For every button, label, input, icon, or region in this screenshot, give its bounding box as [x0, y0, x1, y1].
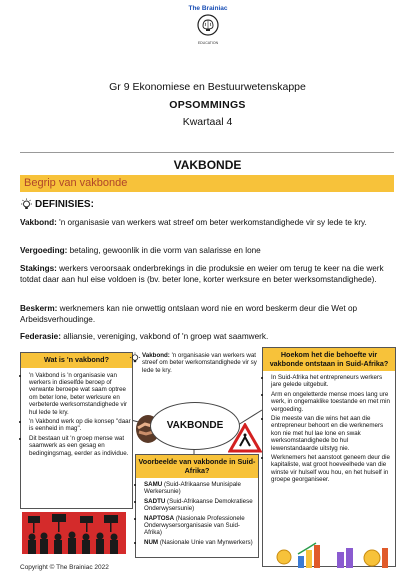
bullet-list: [263, 371, 395, 484]
list-item: • 'n Vakbond is 'n organisasie van werkers in dieselfde beroep of verwante beroepe wat saam optree om beter lone, beter werksure en verbeterde werksomstandighede vir hul lede te kry.: [29, 372, 132, 416]
central-topic: VAKBONDE: [150, 402, 240, 450]
growth-chart-icon: [272, 540, 394, 570]
definition-text: alliansie, vereniging, vakbond of 'n groep wat saamwerk.: [60, 332, 269, 341]
definition-term: Federasie:: [20, 332, 61, 341]
definition-term: Beskerm:: [20, 304, 58, 313]
union-abbr: SADTU: [144, 497, 166, 505]
lightbulb-icon: [129, 352, 141, 364]
box-heading: Wat is 'n vakbond?: [21, 353, 132, 368]
section-title: VAKBONDE: [173, 158, 242, 172]
box-heading: Voorbeelde van vakbonde in Suid-Afrika?: [136, 455, 258, 478]
list-item: • Arm en ongeletterde mense moes lang ure werk, in ongemaklike toestande en met min vergoeding.: [271, 391, 392, 413]
list-item: • 'n Vakbond werk op die konsep "daar is eenheid in mag".: [29, 418, 132, 433]
definition-term: Stakings:: [20, 264, 57, 273]
list-item: • In Suid-Afrika het entrepreneurs werkers jare gelede uitgebuit.: [271, 374, 392, 389]
list-item: [144, 498, 256, 513]
protest-crowd-icon: [22, 512, 126, 554]
union-abbr: NAPTOSA: [144, 514, 175, 522]
union-name: (Suid-Afrikaanse Munisipale Werkersunie): [144, 481, 241, 496]
definition-text: 'n organisasie van werkers wat streef om beter werkomstandighede vir sy lede te kry.: [142, 352, 257, 374]
union-abbr: SAMU: [144, 481, 163, 488]
union-examples-box: [135, 454, 259, 558]
union-name: (Suid-Afrikaanse Demokratiese Onderwysersunie): [144, 497, 253, 513]
warning-sign-icon: [228, 423, 262, 453]
definition-term: Vergoeding:: [20, 246, 68, 255]
union-abbr: NUM: [144, 538, 159, 546]
list-item: • Die meeste van die wins het aan die entrepreneur behoort en die werknemers kon nie met hul lae lone en swak werksomstandighede bo hul lewenstandaarde uitstyg nie.: [271, 415, 392, 452]
what-is-union-box: [20, 352, 133, 509]
definition-text: werkers veroorsaak onderbrekings in die produksie en weier om terug te keer na die werk totdat daar aan hul eise voldoen is (bv. beter lone, korter werksure en beter werksomstandighede).: [20, 264, 384, 284]
section-band-label: Begrip van vakbonde: [24, 177, 128, 189]
list-item: • Werknemers het aanstoot geneem deur die kapitaliste, wat groot hoeveelhede van die winste vir hulself wou hou, en het hulself in groepe georganiseer.: [271, 454, 392, 484]
definitions-heading-text: DEFINISIES:: [35, 199, 94, 211]
union-name: (Nasionale Unie van Mynwerkers): [158, 538, 253, 546]
definition-term: Vakbond:: [20, 218, 57, 227]
list-item: • Dit bestaan uit 'n groep mense wat saamwerk as een gesag en bedingingsmag, eerder as individue.: [29, 435, 132, 457]
brand-tagline: EDUCATION: [197, 41, 219, 45]
copyright-notice: Copyright © The Brainiac 2022: [20, 564, 109, 571]
document-title: Gr 9 Ekonomiese en Bestuurwetenskappe: [109, 81, 306, 93]
bullet-list: [136, 478, 258, 546]
list-item: [144, 481, 256, 496]
why-unions-box: [262, 347, 396, 567]
brand-name: The Brainiac: [188, 5, 228, 12]
list-item: [144, 539, 256, 546]
definition-text: betaling, gewoonlik in die vorm van salarisse en lone: [67, 246, 261, 255]
definition-term: Vakbond:: [142, 352, 170, 359]
center-definition: [142, 352, 260, 374]
bullet-list: [21, 368, 132, 457]
definition-text: 'n organisasie van werkers wat streef om beter werkomstandighede vir sy lede te kry.: [56, 218, 367, 227]
term-label: Kwartaal 4: [182, 116, 233, 128]
document-subtitle: OPSOMMINGS: [169, 99, 246, 111]
box-heading: Hoekom het die behoefte vir vakbonde ontstaan in Suid-Afrika?: [263, 348, 395, 371]
union-name: (Nasionale Professionele Onderwysersorganisasie van Suid-Afrika): [144, 514, 245, 537]
definition-text: werknemers kan nie onwettig ontslaan word nie en word beskerm deur die Wet op Arbeidsverhoudinge.: [20, 304, 358, 324]
list-item: [144, 515, 256, 537]
